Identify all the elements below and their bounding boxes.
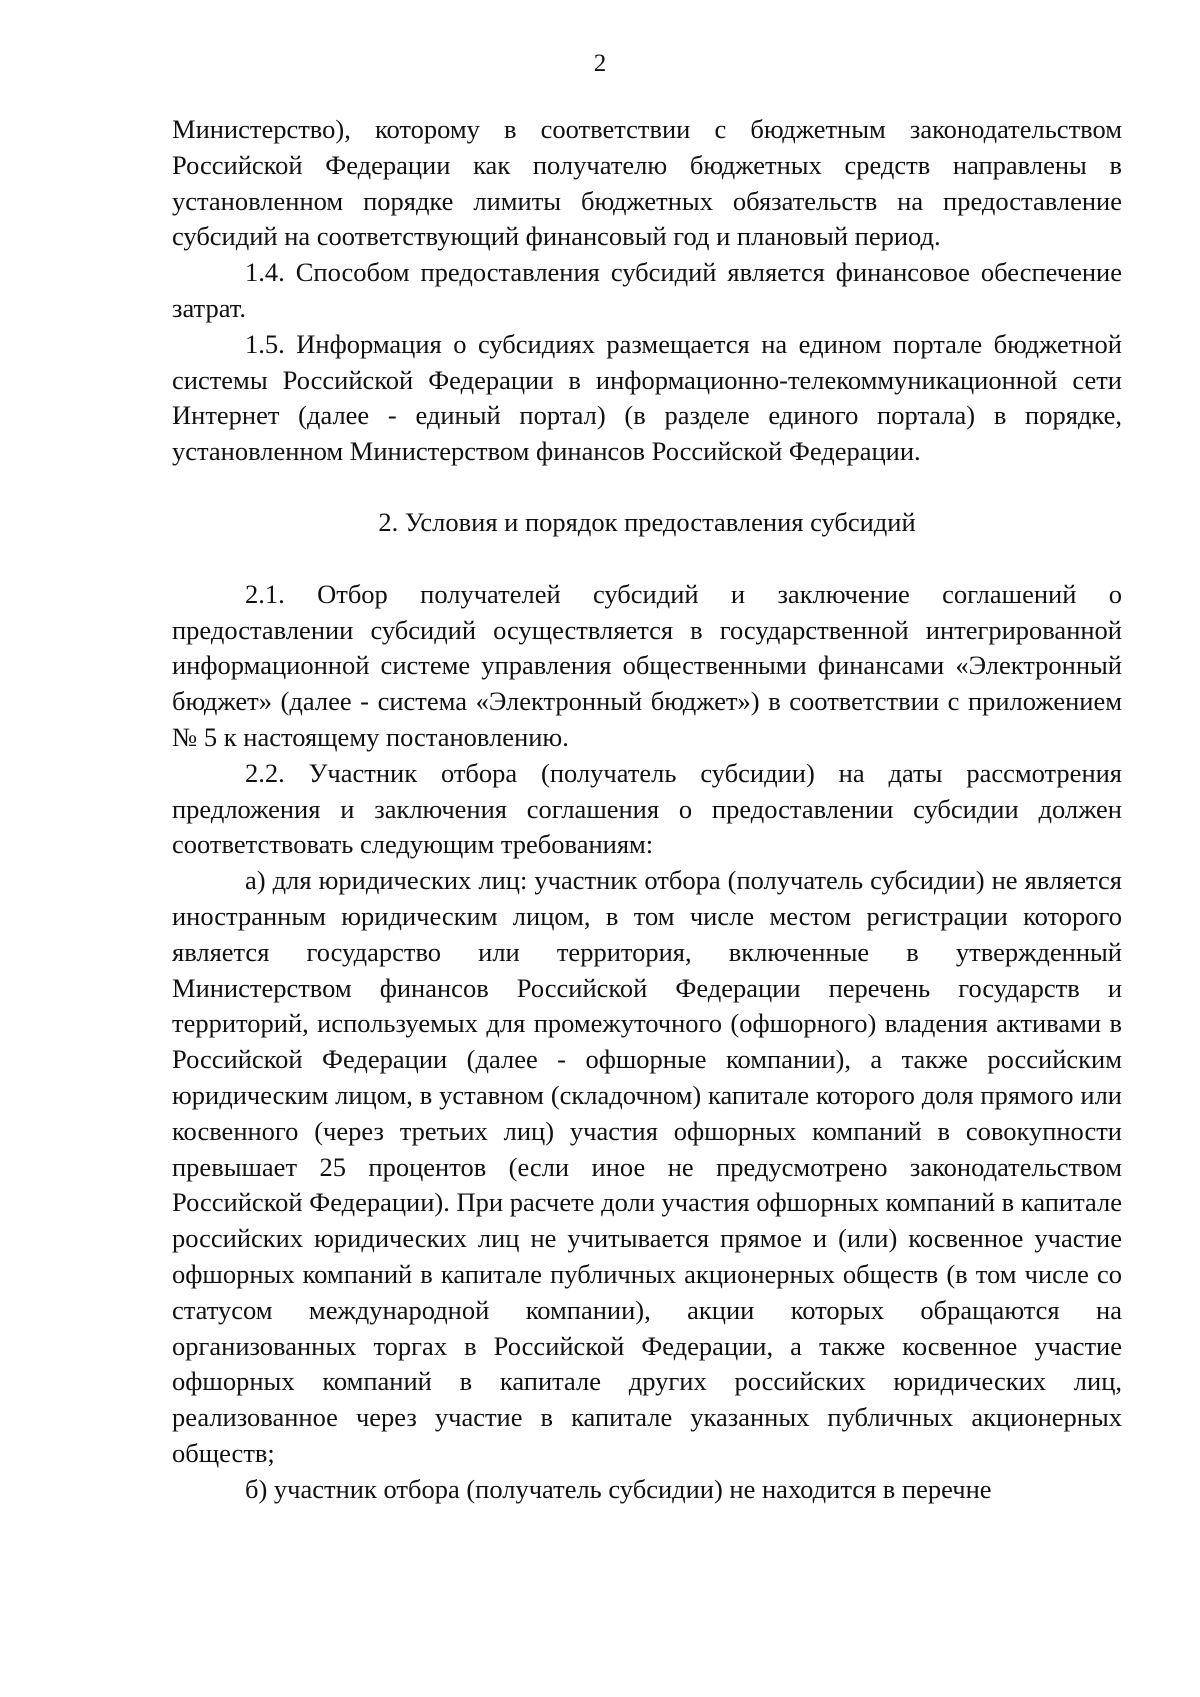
paragraph-1-5: 1.5. Информация о субсидиях размещается на едином портале бюджетной системы Российской Федерации в информационно-телекоммуникационной сети Интернет (далее - единый портал) (в разделе единого портала) в порядке, установленном Министерством финансов Российской Федерации. <box>172 328 1122 467</box>
section-heading: 2. Условия и порядок предоставления субсидий <box>378 506 916 537</box>
paragraph-2-2-a: а) для юридических лиц: участник отбора (получатель субсидии) не является иностранным юридическим лицом, в том числе местом регистрации которого является государство или территория, включенные в утвержденный Министерством финансов Российской Федерации перечень государств и территорий, используемых для промежуточного (офшорного) владения активами в Российской Федерации (далее - офшорные компании), а также российским юридическим лицом, в уставном (складочном) капитале которого доля прямого или косвенного (через третьих лиц) участия офшорных компаний в совокупности превышает 25 процентов (если иное не предусмотрено законодательством Российской Федерации). При расчете доли участия офшорных компаний в капитале российских юридических лиц не учитывается прямое и (или) косвенное участие офшорных компаний в капитале публичных акционерных обществ (в том числе со статусом международной компании), акции которых обращаются на организованных торгах в Российской Федерации, а также косвенное участие офшорных компаний в капитале других российских юридических лиц, реализованное через участие в капитале указанных публичных акционерных обществ; <box>172 865 1122 1468</box>
document-body <box>172 112 1122 1507</box>
paragraph-ministry-continuation: Министерство), которому в соответствии с бюджетным законодательством Российской Федерации как получателю бюджетных средств направлены в установленном порядке лимиты бюджетных обязательств на предоставление субсидий на соответствующий финансовый год и плановый период. <box>172 114 1122 252</box>
paragraph-2-2-b: б) участник отбора (получатель субсидии) не находится в перечне <box>245 1473 992 1504</box>
paragraph-1-4: 1.4. Способом предоставления субсидий является финансовое обеспечение затрат. <box>172 257 1122 323</box>
paragraph-2-2: 2.2. Участник отбора (получатель субсидии) на даты рассмотрения предложения и заключения соглашения о предоставлении субсидии должен соответствовать следующим требованиям: <box>172 757 1122 860</box>
page-number: 2 <box>593 50 607 77</box>
paragraph-2-1: 2.1. Отбор получателей субсидий и заключение соглашений о предоставлении субсидий осуществляется в государственной интегрированной информационной системе управления общественными финансами «Электронный бюджет» (далее - система «Электронный бюджет») в соответствии с приложением № 5 к настоящему постановлению. <box>172 578 1122 752</box>
